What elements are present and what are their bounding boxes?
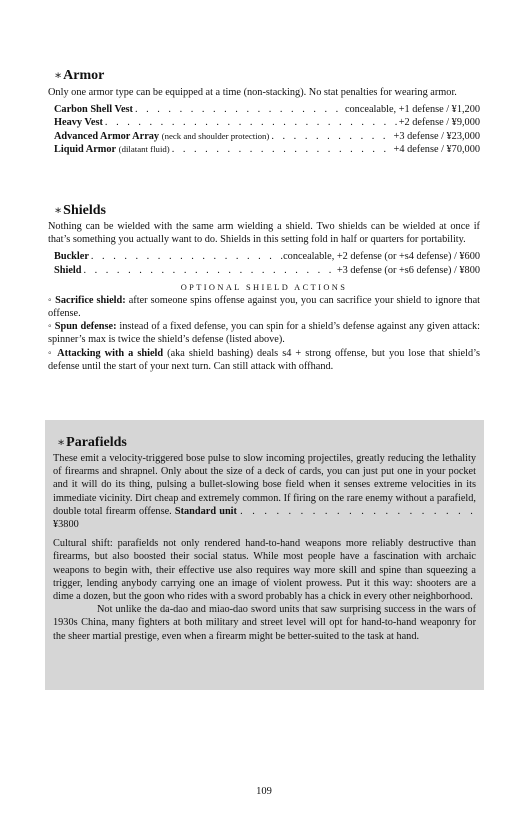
star-icon: ∗ bbox=[54, 68, 63, 82]
shields-intro: Nothing can be wielded with the same arm wielding a shield. Two shields can be wielded at once if that’s something you actually want to do. Shields in this setting fold in half or quarters for portability. bbox=[48, 221, 480, 246]
armor-section bbox=[48, 67, 480, 156]
optional-actions-title: OPTIONAL SHIELD ACTIONS bbox=[180, 282, 348, 292]
shield-item: Shield . . . +3 defense (or +s6 defense) / ¥800 bbox=[54, 264, 480, 277]
armor-intro: Only one armor type can be equipped at a time (non-stacking). No stat penalties for wearing armor. bbox=[48, 87, 457, 98]
shields-heading: ∗Shields bbox=[54, 203, 106, 218]
armor-item: Carbon Shell Vest . . . concealable, +1 defense / ¥1,200 bbox=[54, 103, 480, 116]
shield-action: ◦ Sacrifice shield: after someone spins offense against you, you can sacrifice your shield to ignore that offense. bbox=[48, 294, 481, 320]
armor-list bbox=[54, 103, 480, 156]
page-number: 109 bbox=[256, 786, 272, 797]
cultural-shift-paragraph: Cultural shift: parafields not only rendered hand-to-hand weapons more reliably destructive than firearms, but also boosted their social status. While most people have a fascination with archaic weapons to begin with, their effective use also requires way more skill and spine than squeezing a trigger, lending anybody carrying one an image of violent prowess. Put it this way: shooters are a dime a dozen, but the goon who rides with a sword probably has a chick in every other neighborhood. bbox=[53, 538, 476, 603]
shields-section bbox=[48, 202, 480, 373]
armor-item: Liquid Armor (dilatant fluid) . . . +4 defense / ¥70,000 bbox=[54, 143, 480, 156]
history-paragraph: Not unlike the da-dao and miao-dao sword units that saw surprising success in the wars of 1930s China, many fighters at both military and street level will opt for hand-to-hand weaponry for the sheer martial prestige, even when a firearm might be better-suited to the task at hand. bbox=[53, 604, 476, 642]
parafields-section bbox=[53, 434, 476, 643]
shield-item: Buckler . . . concealable, +2 defense (or +s4 defense) / ¥600 bbox=[54, 250, 480, 263]
armor-item: Heavy Vest . . . +2 defense / ¥9,000 bbox=[54, 116, 480, 129]
shield-action: ◦ Attacking with a shield (aka shield bashing) deals s4 + strong offense, but you lose that shield’s defense until the start of your next turn. Can still attack with offhand. bbox=[48, 347, 480, 372]
armor-item: Advanced Armor Array (neck and shoulder protection) . . . +3 defense / ¥23,000 bbox=[54, 130, 480, 143]
armor-heading: ∗Armor bbox=[54, 68, 105, 83]
parafields-heading: ∗Parafields bbox=[57, 435, 127, 450]
parafields-description: These emit a velocity-triggered bose pulse to slow incoming projectiles, greatly reducing the lethality of firearms and shrapnel. Only about the size of a deck of cards, you can just put one in your pocket and it will do its thing, pulsing a bullet-slowing bose field when it senses extreme velocities in its immediate vicinity. Dirt cheap and extremely common. If firing on the rare enemy without a parafield, double total firearm offense. Standard unit . . . . . . . . . . . . . . . . . . . . ¥3800 bbox=[53, 453, 476, 531]
star-icon: ∗ bbox=[57, 435, 66, 449]
shield-action: ◦ Spun defense: instead of a fixed defense, you can spin for a shield’s defense against any given attack: spinner’s max is twice the shield’s defense (listed above). bbox=[48, 321, 480, 346]
star-icon: ∗ bbox=[54, 203, 63, 217]
parafields-box bbox=[45, 420, 484, 690]
shield-list bbox=[54, 250, 480, 276]
